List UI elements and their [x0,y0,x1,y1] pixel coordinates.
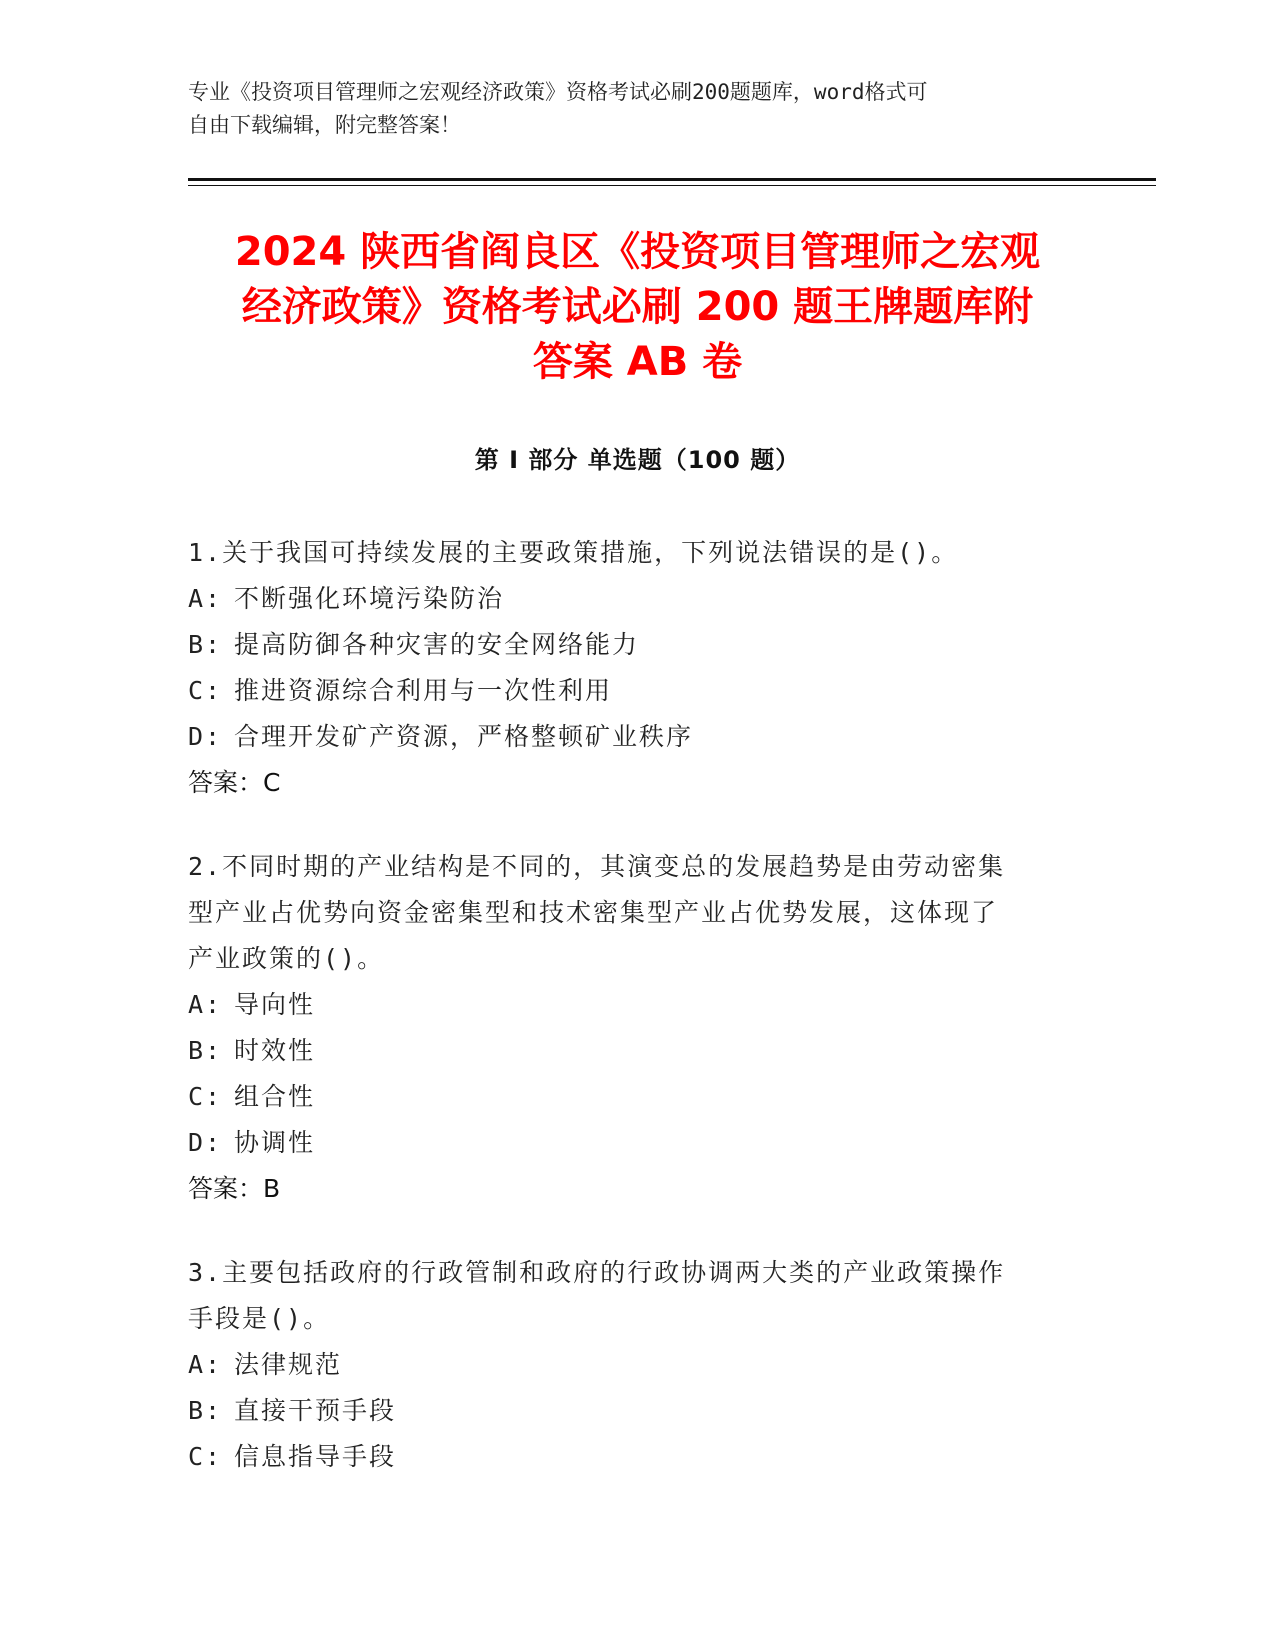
option-letter: A: [188,1350,223,1379]
stem-line: 型产业占优势向资金密集型和技术密集型产业占优势发展，这体现了 [188,898,999,927]
option-text: 不断强化环境污染防治 [234,584,505,613]
document-title [150,225,1125,390]
question-stem [188,1250,1068,1342]
option-text: 协调性 [234,1128,316,1157]
option-letter: C: [188,1082,223,1111]
option-b [188,1388,1068,1434]
answer-line: 答案：C [188,768,281,797]
title-line: 答案 AB 卷 [532,339,743,385]
option-text: 时效性 [234,1036,316,1065]
option-a [188,982,1068,1028]
option-b [188,1028,1068,1074]
option-text: 合理开发矿产资源，严格整顿矿业秩序 [234,722,694,751]
option-text: 推进资源综合利用与一次性利用 [234,676,613,705]
option-text: 提高防御各种灾害的安全网络能力 [234,630,640,659]
option-letter: B: [188,1396,223,1425]
question-stem [188,844,1068,982]
stem-line: 产业政策的()。 [188,944,385,973]
title-line: 2024 陕西省阎良区《投资项目管理师之宏观 [234,229,1041,275]
option-c [188,668,1068,714]
option-d [188,714,1068,760]
question-1 [188,530,1068,806]
question-list [188,530,1068,1518]
option-letter: B: [188,630,223,659]
header-divider-thick [188,178,1156,181]
option-letter: B: [188,1036,223,1065]
option-letter: D: [188,722,223,751]
option-text: 法律规范 [234,1350,343,1379]
option-a [188,576,1068,622]
header-note-line: 自由下载编辑，附完整答案！ [188,113,461,137]
option-letter: C: [188,1442,223,1471]
option-text: 直接干预手段 [234,1396,397,1425]
option-letter: C: [188,676,223,705]
option-a [188,1342,1068,1388]
option-c [188,1434,1068,1480]
stem-line: 手段是()。 [188,1304,331,1333]
header-note [188,76,1068,142]
header-divider-thin [188,185,1156,186]
stem-line: 1.关于我国可持续发展的主要政策措施，下列说法错误的是()。 [188,538,959,567]
option-b [188,622,1068,668]
section-heading: 第 I 部分 单选题（100 题） [474,446,801,474]
header-note-line: 专业《投资项目管理师之宏观经济政策》资格考试必刷200题题库，word格式可 [188,80,928,104]
question-2 [188,844,1068,1212]
option-text: 组合性 [234,1082,316,1111]
option-letter: A: [188,990,223,1019]
answer-line: 答案：B [188,1174,281,1203]
title-line: 经济政策》资格考试必刷 200 题王牌题库附 [241,284,1034,330]
option-d [188,1120,1068,1166]
question-stem [188,530,1068,576]
option-text: 信息指导手段 [234,1442,397,1471]
option-letter: A: [188,584,223,613]
option-letter: D: [188,1128,223,1157]
stem-line: 2.不同时期的产业结构是不同的，其演变总的发展趋势是由劳动密集 [188,852,1006,881]
option-text: 导向性 [234,990,316,1019]
option-c [188,1074,1068,1120]
stem-line: 3.主要包括政府的行政管制和政府的行政协调两大类的产业政策操作 [188,1258,1006,1287]
question-3 [188,1250,1068,1480]
